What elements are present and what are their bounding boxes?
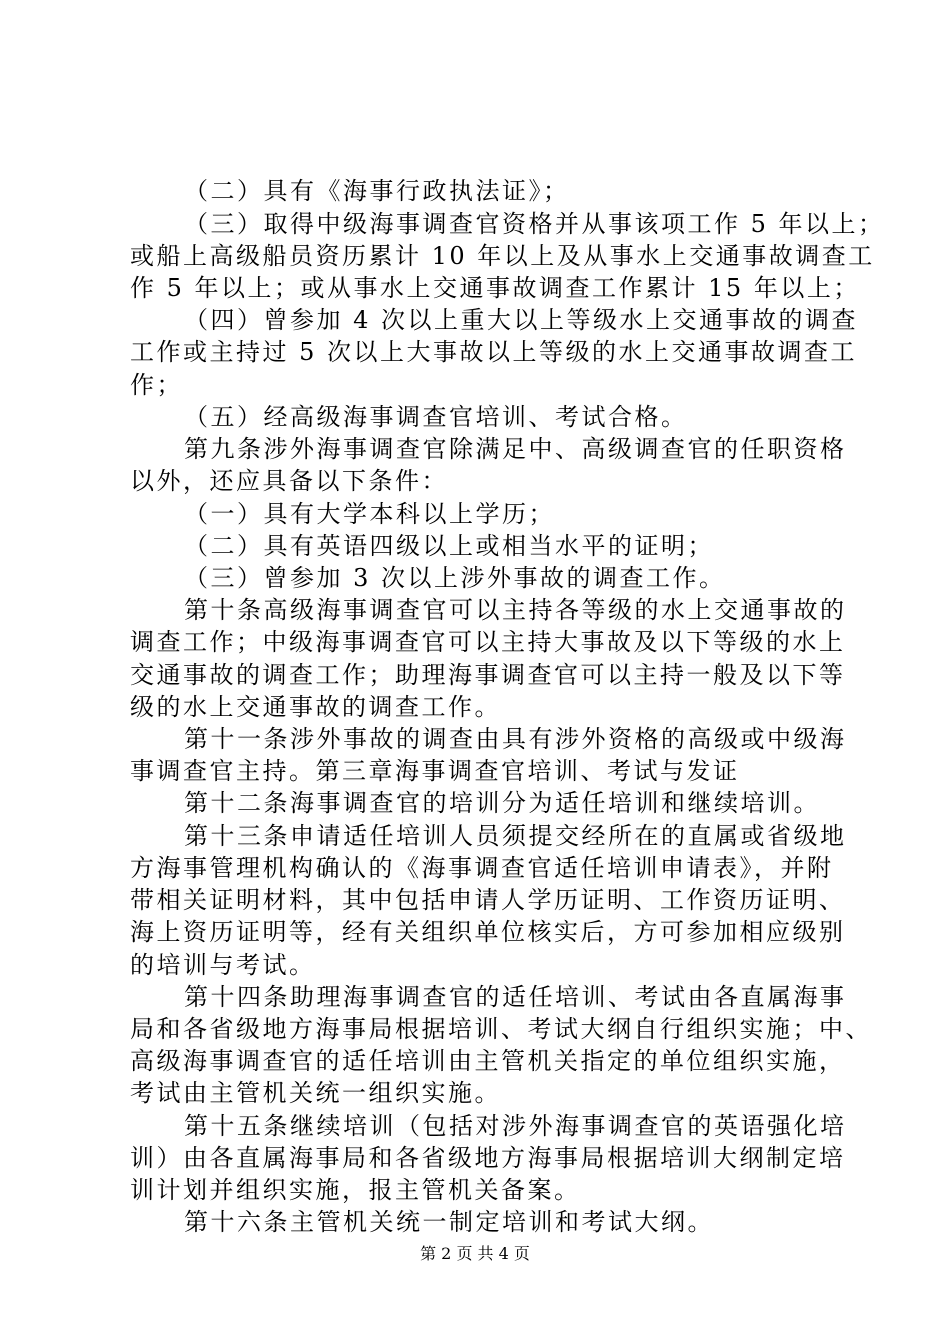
body-line: （三）取得中级海事调查官资格并从事该项工作 5 年以上； — [184, 210, 885, 238]
body-line: 训）由各直属海事局和各省级地方海事局根据培训大纲制定培 — [130, 1144, 846, 1172]
body-line: 作； — [130, 371, 183, 399]
body-line: 交通事故的调查工作；助理海事调查官可以主持一般及以下等 — [130, 661, 846, 689]
body-line: 以外，还应具备以下条件： — [130, 467, 448, 495]
body-line: （五）经高级海事调查官培训、考试合格。 — [184, 403, 688, 431]
body-line: 训计划并组织实施，报主管机关备案。 — [130, 1176, 581, 1204]
body-line: 方海事管理机构确认的《海事调查官适任培训申请表》，并附 — [130, 854, 834, 882]
body-line: 海上资历证明等，经有关组织单位核实后，方可参加相应级别 — [130, 918, 846, 946]
page-footer: 第 2 页 共 4 页 — [420, 1244, 530, 1263]
body-line: （四）曾参加 4 次以上重大以上等级水上交通事故的调查 — [184, 306, 859, 334]
body-line: 第十一条涉外事故的调查由具有涉外资格的高级或中级海 — [184, 725, 847, 753]
body-line: 带相关证明材料，其中包括申请人学历证明、工作资历证明、 — [130, 886, 846, 914]
body-line: 第十三条申请适任培训人员须提交经所在的直属或省级地 — [184, 822, 847, 850]
body-line: 的培训与考试。 — [130, 951, 316, 979]
body-line: 高级海事调查官的适任培训由主管机关指定的单位组织实施， — [130, 1047, 846, 1075]
body-line: 考试由主管机关统一组织实施。 — [130, 1079, 501, 1107]
body-line: 第十二条海事调查官的培训分为适任培训和继续培训。 — [184, 789, 820, 817]
body-line: （二）具有英语四级以上或相当水平的证明； — [184, 532, 714, 560]
body-line: 第九条涉外海事调查官除满足中、高级调查官的任职资格 — [184, 435, 847, 463]
body-line: （一）具有大学本科以上学历； — [184, 500, 555, 528]
body-line: 第十五条继续培训（包括对涉外海事调查官的英语强化培 — [184, 1112, 847, 1140]
body-line: 工作或主持过 5 次以上大事故以上等级的水上交通事故调查工 — [130, 338, 858, 366]
body-line: （三）曾参加 3 次以上涉外事故的调查工作。 — [184, 564, 726, 592]
body-line: 调查工作；中级海事调查官可以主持大事故及以下等级的水上 — [130, 628, 846, 656]
body-line: 或船上高级船员资历累计 10 年以上及从事水上交通事故调查工 — [130, 242, 875, 270]
body-line: 第十条高级海事调查官可以主持各等级的水上交通事故的 — [184, 596, 847, 624]
body-line: 级的水上交通事故的调查工作。 — [130, 693, 501, 721]
body-line: 第十四条助理海事调查官的适任培训、考试由各直属海事 — [184, 983, 847, 1011]
body-line: 事调查官主持。第三章海事调查官培训、考试与发证 — [130, 757, 740, 785]
body-line: 第十六条主管机关统一制定培训和考试大纲。 — [184, 1208, 714, 1236]
body-line: 局和各省级地方海事局根据培训、考试大纲自行组织实施；中、 — [130, 1015, 872, 1043]
body-line: 作 5 年以上；或从事水上交通事故调查工作累计 15 年以上； — [130, 274, 860, 302]
body-line: （二）具有《海事行政执法证》； — [184, 177, 570, 205]
